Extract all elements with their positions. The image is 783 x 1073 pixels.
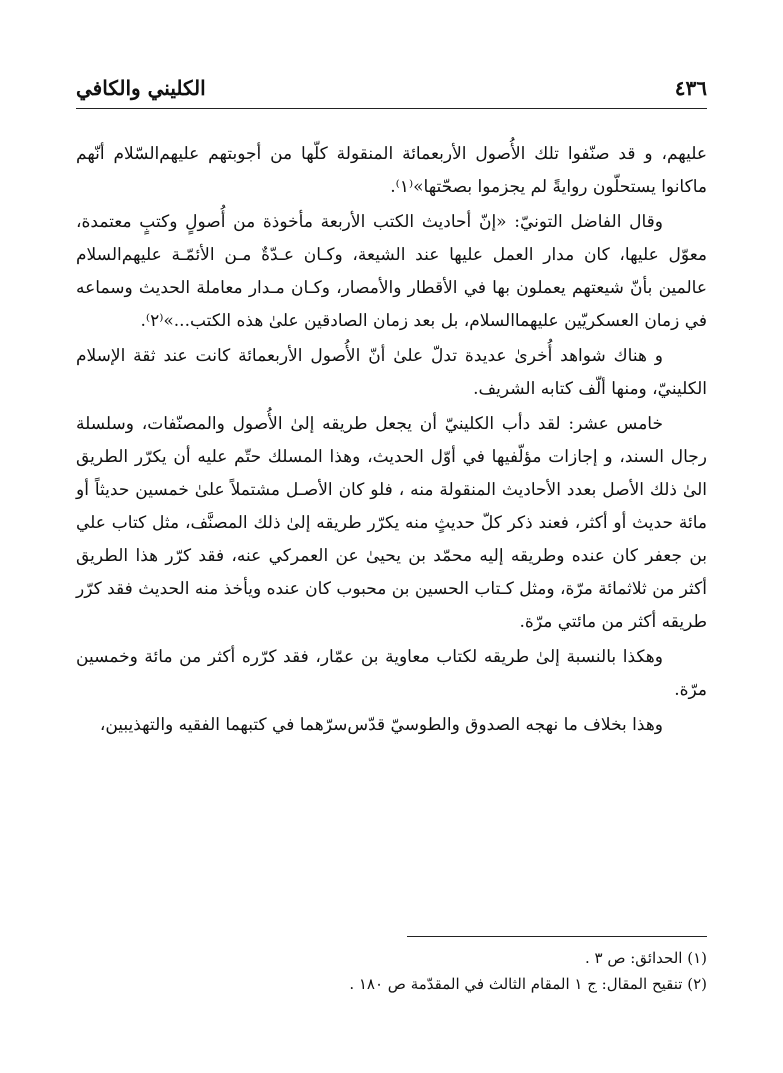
running-title: الكليني والكافي [76,76,206,100]
page-header [76,70,707,106]
footnote-divider [407,936,707,937]
paragraph-fifteenth-point: خامس عشر: لقد دأب الكلينيّ أن يجعل طريقه إلىٰ الأُصول والمصنّفات، وسلسلة رجال السند، و إجازات مؤلّفيها في أوّل الحديث، وهذا المسلك حتّم عليه أن يكرّر الطريق الىٰ ذلك الأصل بعدد الأحاديث المنقولة منه ، فلو كان الأصـل مشتملاً علىٰ خمسين حديثاً أو مائة حديث أو أكثر، فعند ذكر كلّ حديثٍ منه يكرّر طريقه إلىٰ ذلك المصنَّف، مثل كتاب علي بن جعفر كان عنده وطريقه إليه محمّد بن يحيىٰ عن العمركي عنه، فقد كرّر هذا الطريق أكثر من ثلاثمائة مرّة، ومثل كـتاب الحسين بن محبوب كان عنده ويأخذ منه الحديث فقد كرّر طريقه أكثر من مائتي مرّة. [76,414,707,632]
footnote-1: (١) الحدائق: ص ٣ . [584,949,707,967]
footnotes [76,945,707,997]
footnote-2: (٢) تنقيح المقال: ج ١ المقام الثالث في المقدّمة ص ١٨٠ . [349,975,707,993]
page-number: ٤٣٦ [674,76,707,100]
main-text [76,138,707,742]
paragraph-muawiya: وهكذا بالنسبة إلىٰ طريقه لكتاب معاوية بن عمّار، فقد كرّره أكثر من مائة وخمسين مرّة. [76,647,707,700]
paragraph-other-evidence: و هناك شواهد أُخرىٰ عديدة تدلّ علىٰ أنّ الأُصول الأربعمائة كانت عند ثقة الإسلام الكلينيّ، ومنها ألّف كتابه الشريف. [76,346,707,399]
paragraph-tuni-quote: وقال الفاضل التونيّ: «إنّ أحاديث الكتب الأربعة مأخوذة من أُصولٍ وكتبٍ معتمدة، معوّل عليها، كان مدار العمل عليها عند الشيعة، وكـان عـدّةٌ مـن الأئمّـة عليهم‌السلام عالمين بأنّ شيعتهم يعملون بها في الأقطار والأمصار، وكـان مـدار معاملة الحديث وسماعه في زمان العسكريّين عليهما‌السلام، بل بعد زمان الصادقين علىٰ هذه الكتب...»⁽٢⁾. [76,212,707,331]
paragraph-continued: عليهم، و قد صنّفوا تلك الأُصول الأربعمائة المنقولة كلّها من أجوبتهم عليهم‌السّلام أنّهم ماكانوا يستحلّون روايةً لم يجزموا بصحّتها»⁽١⁾. [76,144,707,197]
header-divider [76,108,707,109]
paragraph-saduq-tusi: وهذا بخلاف ما نهجه الصدوق والطوسيّ قدّس‌سرّهما في كتبهما الفقيه والتهذيبين، [99,715,663,735]
